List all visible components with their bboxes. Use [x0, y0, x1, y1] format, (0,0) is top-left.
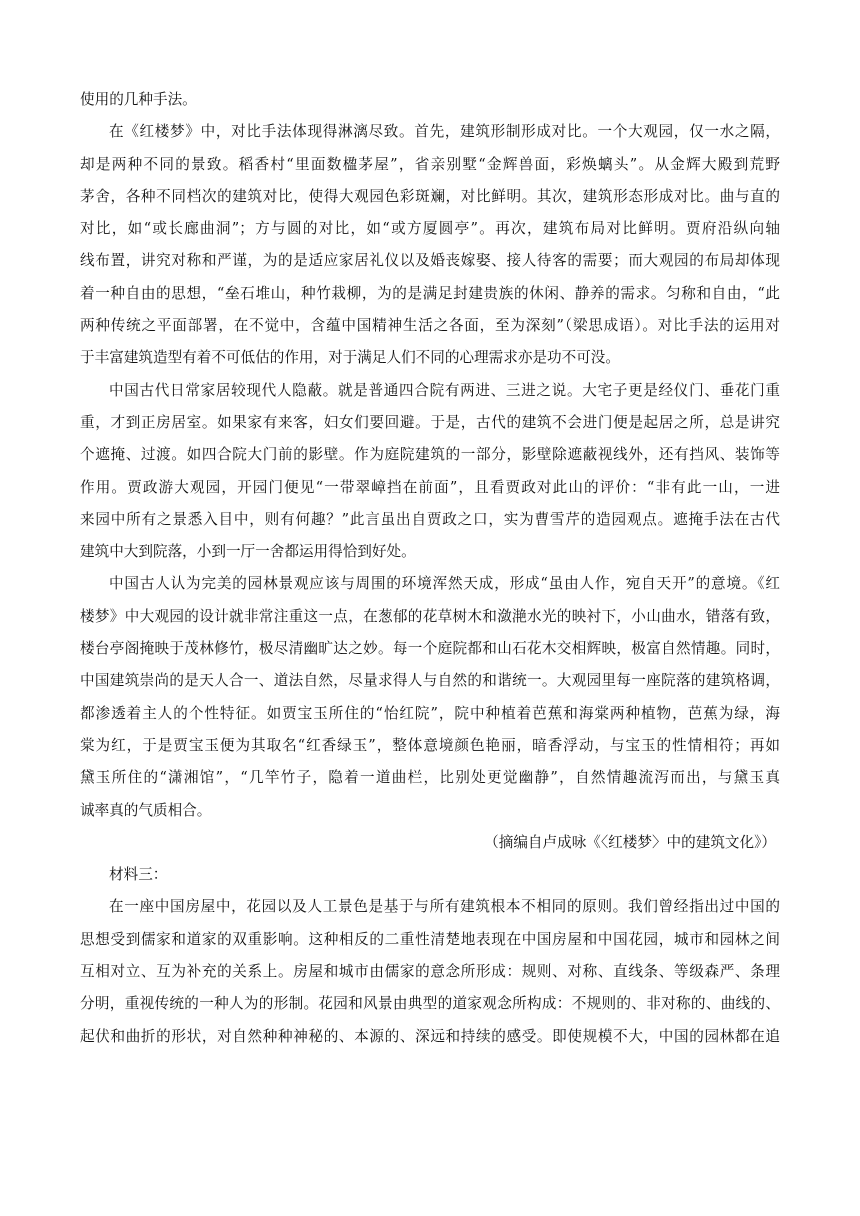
text-line: 重，才到正房居室。如果家有来客，妇女们要回避。于是，古代的建筑不会进门便是起居之所，总是讲究 [80, 413, 780, 431]
text-line: 在《红楼梦》中，对比手法体现得淋漓尽致。首先，建筑形制形成对比。一个大观园，仅一水之隔， [109, 123, 780, 141]
text-line: 楼梦》中大观园的设计就非常注重这一点，在葱郁的花草树木和潋滟水光的映衬下，小山曲水，错落有致， [80, 607, 780, 625]
text-line: 线布置，讲究对称和严谨，为的是适应家居礼仪以及婚丧嫁娶、接人待客的需要；而大观园的布局却体现 [80, 252, 780, 270]
text-line: 起伏和曲折的形状，对自然种种神秘的、本源的、深远和持续的感受。即使规模不大，中国的园林都在追 [80, 1027, 780, 1045]
text-line: 中国古代日常家居较现代人隐蔽。就是普通四合院有两进、三进之说。大宅子更是经仪门、垂花门重 [109, 381, 780, 399]
document-page [80, 84, 780, 1053]
text-line: 在一座中国房屋中，花园以及人工景色是基于与所有建筑根本不相同的原则。我们曾经指出过中国的 [109, 898, 780, 916]
text-line: 楼台亭阁掩映于茂林修竹，极尽清幽旷达之妙。每一个庭院都和山石花木交相辉映，极富自然情趣。同时， [80, 640, 780, 658]
text-line: 作用。贾政游大观园，开园门便见“一带翠嶂挡在前面”，且看贾政对此山的评价：“非有此一山，一进 [80, 478, 780, 496]
text-line: 来园中所有之景悉入目中，则有何趣？”此言虽出自贾政之口，实为曹雪芹的造园观点。遮掩手法在古代 [80, 510, 780, 528]
text-line: 茅舍，各种不同档次的建筑对比，使得大观园色彩斑斓，对比鲜明。其次，建筑形态形成对比。曲与直的 [80, 187, 780, 205]
text-line: 思想受到儒家和道家的双重影响。这种相反的二重性清楚地表现在中国房屋和中国花园，城市和园林之间 [80, 930, 780, 948]
text-line: 对比，如“或长廊曲洞”；方与圆的对比，如“或方厦圆亭”。再次，建筑布局对比鲜明。贾府沿纵向轴 [80, 220, 780, 238]
text-line: 黛玉所住的“潇湘馆”，“几竿竹子，隐着一道曲栏，比别处更觉幽静”，自然情趣流泻而出，与黛玉真 [80, 769, 780, 787]
text-line: 诚率真的气质相合。 [80, 801, 212, 819]
text-line: 棠为红，于是贾宝玉便为其取名“红香绿玉”，整体意境颜色艳丽，暗香浮动，与宝玉的性情相符；再如 [80, 736, 780, 754]
text-line: 个遮掩、过渡。如四合院大门前的影壁。作为庭院建筑的一部分，影壁除遮蔽视线外，还有挡风、装饰等 [80, 446, 780, 464]
section-heading: 材料三： [109, 866, 168, 884]
text-line: 着一种自由的思想，“垒石堆山，种竹栽柳，为的是满足封建贵族的休闲、静养的需求。匀称和自由，“此 [80, 284, 780, 302]
text-line: 于丰富建筑造型有着不可低估的作用，对于满足人们不同的心理需求亦是功不可没。 [80, 349, 620, 367]
text-line: 使用的几种手法。 [80, 91, 197, 108]
text-line: 互相对立、互为补充的关系上。房屋和城市由儒家的意念所形成：规则、对称、直线条、等级森严、条理 [80, 963, 780, 981]
source-citation: （摘编自卢成咏《〈红楼梦〉中的建筑文化》） [484, 833, 776, 851]
text-line: 中国古人认为完美的园林景观应该与周围的环境浑然天成，形成“虽由人作，宛自天开”的意境。《红 [109, 575, 780, 593]
text-line: 建筑中大到院落，小到一厅一舍都运用得恰到好处。 [80, 543, 416, 561]
text-line: 都渗透着主人的个性特征。如贾宝玉所住的“怡红院”，院中种植着芭蕉和海棠两种植物，芭蕉为绿，海 [80, 704, 780, 722]
text-line: 两种传统之平面部署，在不觉中，含蕴中国精神生活之各面，至为深刻”（梁思成语）。对比手法的运用对 [80, 317, 780, 335]
text-line: 却是两种不同的景致。稻香村“里面数楹茅屋”，省亲别墅“金辉兽面，彩焕螭头”。从金辉大殿到荒野 [80, 155, 780, 173]
text-line: 中国建筑崇尚的是天人合一、道法自然，尽量求得人与自然的和谐统一。大观园里每一座院落的建筑格调， [80, 672, 780, 690]
text-line: 分明，重视传统的一种人为的形制。花园和风景由典型的道家观念所构成：不规则的、非对称的、曲线的、 [80, 995, 780, 1013]
